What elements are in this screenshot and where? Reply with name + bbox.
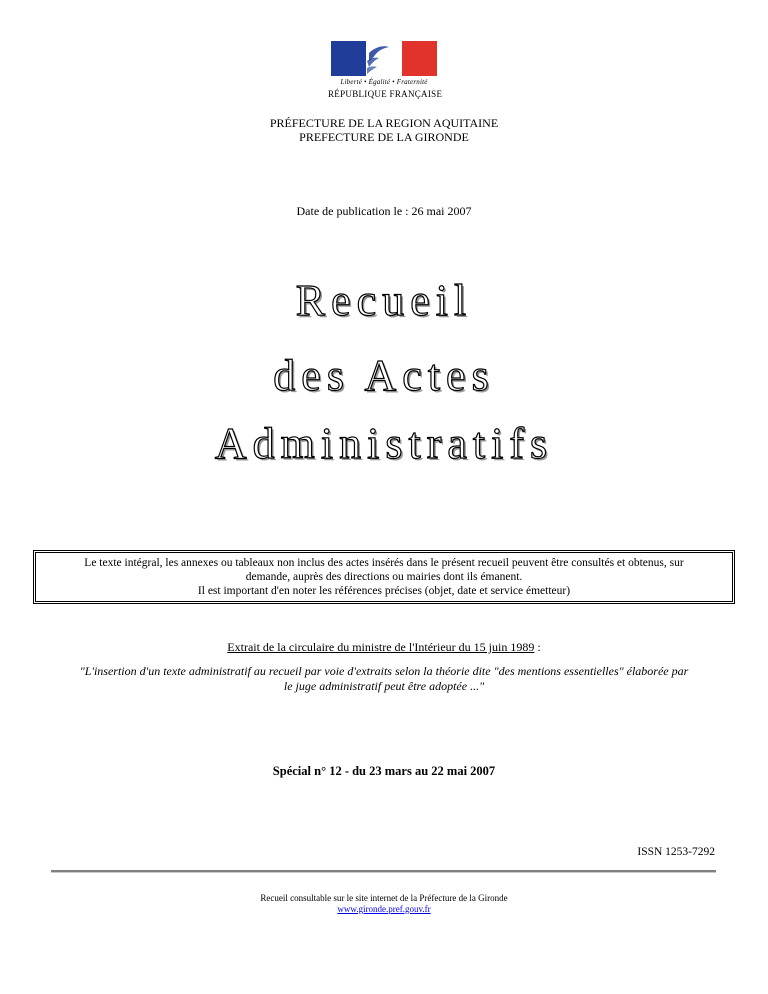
title-line-2: des Actes <box>273 351 495 400</box>
logo-motto: Liberté • Égalité • Fraternité <box>340 78 428 86</box>
logo-republic: RÉPUBLIQUE FRANÇAISE <box>328 89 443 99</box>
circular-extract-title-text: Extrait de la circulaire du ministre de l'Intérieur du 15 juin 1989 <box>227 640 535 654</box>
footer-divider <box>51 870 716 873</box>
prefecture-header <box>0 116 768 144</box>
notice-line-3: Il est important d'en noter les références précises (objet, date et service émetteur) <box>197 585 571 597</box>
publication-date-label: Date de publication le : <box>296 204 409 218</box>
republique-francaise-logo <box>328 41 443 103</box>
notice-line-1: Le texte intégral, les annexes ou tableaux non inclus des actes insérés dans le présent recueil peuvent être consultés et obtenus, sur <box>84 557 684 569</box>
circular-quote <box>40 664 728 694</box>
title-line-1: Recueil <box>295 276 473 325</box>
footer <box>0 893 768 915</box>
circular-extract-title <box>0 640 768 655</box>
circular-quote-line-2: le juge administratif peut être adoptée ..." <box>283 679 485 693</box>
marianne-flag-icon <box>331 41 437 76</box>
title-line-3: Administratifs <box>214 419 554 468</box>
issn-number: ISSN 1253-7292 <box>637 846 715 858</box>
publication-date-value: 26 mai 2007 <box>411 204 472 218</box>
circular-extract-colon: : <box>537 640 541 654</box>
notice-box <box>33 550 735 604</box>
publication-date <box>0 204 768 219</box>
prefecture-region: PRÉFECTURE DE LA REGION AQUITAINE <box>269 116 499 130</box>
circular-quote-line-1: "L'insertion d'un texte administratif au recueil par voie d'extraits selon la théorie dite "des mentions essentielles" élaborée par <box>79 664 689 678</box>
footer-text: Recueil consultable sur le site internet de la Préfecture de la Gironde <box>260 893 508 903</box>
footer-website-link[interactable]: www.gironde.pref.gouv.fr <box>337 904 431 914</box>
notice-line-2: demande, auprès des directions ou mairies dont ils émanent. <box>245 571 523 583</box>
prefecture-gironde: PREFECTURE DE LA GIRONDE <box>299 130 469 144</box>
special-issue-label: Spécial n° 12 - du 23 mars au 22 mai 2007 <box>272 764 496 778</box>
